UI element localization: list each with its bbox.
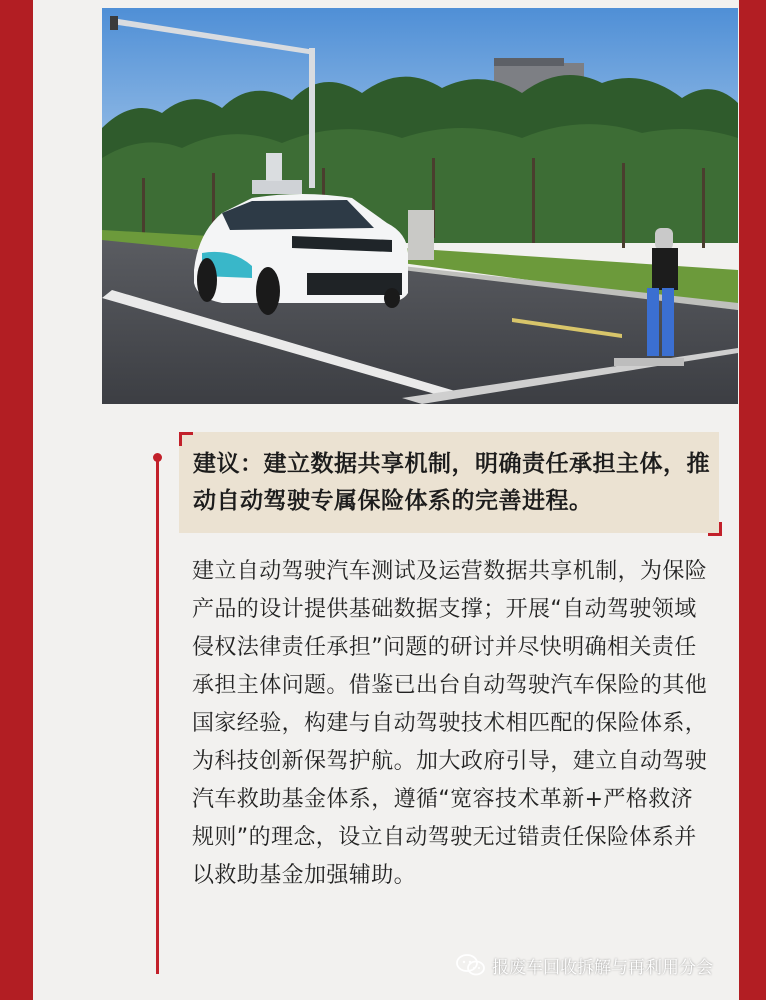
timeline-dot [153, 453, 162, 462]
autonomous-car-photo [102, 8, 738, 404]
body-paragraph: 建立自动驾驶汽车测试及运营数据共享机制，为保险产品的设计提供基础数据支撑；开展“自动驾驶领域侵权法律责任承担”问题的研讨并尽快明确相关责任承担主体问题。借鉴已出台自动驾驶汽车保险的其他国家经验，构建与自动驾驶技术相匹配的保险体系，为科技创新保驾护航。加大政府引导，建立自动驾驶汽车救助基金体系，遵循“宽容技术革新+严格救济规则”的理念，设立自动驾驶无过错责任保险体系并以救助基金加强辅助。 [192, 559, 708, 888]
suggestion-heading: 建议：建立数据共享机制，明确责任承担主体，推动自动驾驶专属保险体系的完善进程。 [193, 451, 710, 514]
watermark [456, 952, 713, 978]
article-photo [102, 8, 738, 404]
callout-corner-bottom-right [708, 522, 722, 536]
timeline-line [156, 456, 159, 974]
callout-corner-top-left [179, 432, 193, 446]
watermark-text: 报废车回收拆解与再利用分会 [492, 957, 713, 978]
wechat-icon [456, 953, 486, 977]
